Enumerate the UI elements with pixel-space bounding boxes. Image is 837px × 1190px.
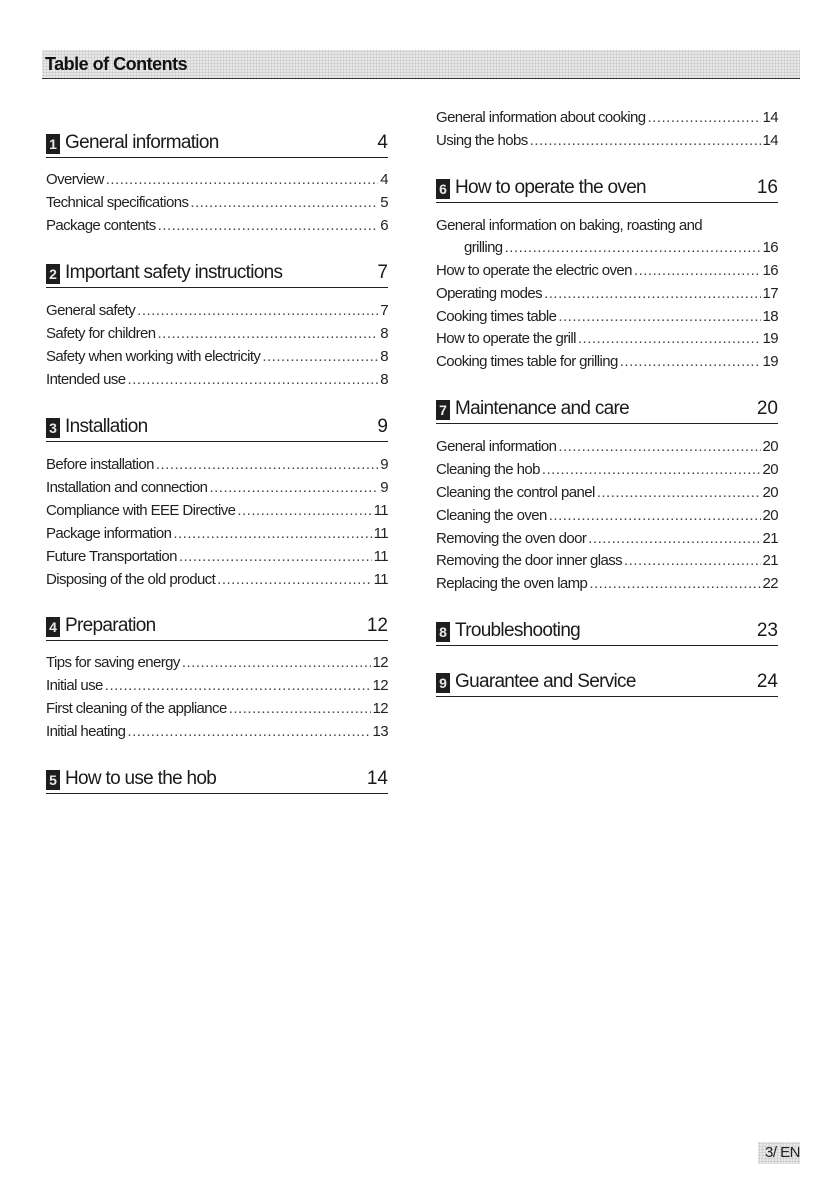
- dot-leader: [624, 552, 760, 569]
- toc-entry[interactable]: [46, 217, 388, 237]
- dot-leader: [137, 302, 378, 319]
- toc-entry[interactable]: [436, 262, 778, 282]
- dot-leader: [158, 325, 379, 342]
- entry-page: 11: [373, 548, 388, 565]
- toc-entry[interactable]: [46, 571, 388, 591]
- dot-leader: [105, 677, 371, 694]
- entry-page: 20: [762, 507, 778, 524]
- entry-title: Operating modes: [436, 285, 543, 302]
- entry-title: Removing the door inner glass: [436, 552, 623, 569]
- entry-page: 19: [762, 330, 778, 347]
- toc-entry[interactable]: [46, 325, 388, 345]
- dot-leader: [106, 171, 379, 188]
- section-page: 7: [377, 262, 388, 283]
- toc-entry[interactable]: [436, 330, 778, 350]
- entry-page: 21: [762, 530, 778, 547]
- dot-leader: [648, 109, 761, 126]
- entry-page: 11: [373, 525, 388, 542]
- toc-entry[interactable]: [436, 132, 778, 152]
- entry-title: General information: [436, 438, 557, 455]
- section-number-badge: 6: [436, 179, 450, 199]
- dot-leader: [558, 308, 760, 325]
- entry-page: 9: [380, 479, 388, 496]
- dot-leader: [190, 194, 378, 211]
- entry-page: 11: [373, 571, 388, 588]
- dot-leader: [179, 548, 372, 565]
- toc-entry[interactable]: [46, 677, 388, 697]
- page-title: Table of Contents: [45, 54, 188, 74]
- section-number-badge: 4: [46, 617, 60, 637]
- dot-leader: [544, 285, 760, 302]
- toc-title-bar: [42, 50, 800, 79]
- dot-leader: [217, 571, 371, 588]
- entry-page: 19: [762, 353, 778, 370]
- section-page: 14: [366, 768, 388, 789]
- toc-section-6[interactable]: [436, 179, 778, 203]
- dot-leader: [578, 330, 761, 347]
- section-number-badge: 1: [46, 134, 60, 154]
- toc-section-1[interactable]: [46, 134, 388, 158]
- entry-page: 8: [380, 371, 388, 388]
- toc-entry[interactable]: [46, 548, 388, 568]
- toc-entry[interactable]: [436, 552, 778, 572]
- toc-entry[interactable]: [436, 461, 778, 481]
- entry-page: 17: [762, 285, 778, 302]
- dot-leader: [173, 525, 371, 542]
- toc-section-7[interactable]: [436, 400, 778, 424]
- entry-title: Safety for children: [46, 325, 156, 342]
- entry-page: 16: [762, 239, 778, 256]
- toc-section-8[interactable]: [436, 622, 778, 646]
- section-title: How to use the hob: [65, 768, 217, 789]
- entry-page: 12: [372, 700, 388, 717]
- entry-title: How to operate the electric oven: [436, 262, 632, 279]
- entry-page: 4: [380, 171, 388, 188]
- toc-entry[interactable]: [46, 456, 388, 476]
- dot-leader: [634, 262, 761, 279]
- dot-leader: [229, 700, 371, 717]
- entry-title: Package information: [46, 525, 172, 542]
- toc-section-3[interactable]: [46, 418, 388, 442]
- dot-leader: [588, 530, 760, 547]
- entry-title: Package contents: [46, 217, 156, 234]
- entry-title: Safety when working with electricity: [46, 348, 261, 365]
- dot-leader: [158, 217, 379, 234]
- entry-title: Technical specifications: [46, 194, 189, 211]
- toc-entry[interactable]: [436, 285, 778, 305]
- toc-entry[interactable]: [436, 438, 778, 458]
- toc-entry[interactable]: [436, 484, 778, 504]
- section-page: 4: [377, 132, 388, 153]
- entry-page: 14: [762, 109, 778, 126]
- entry-page: 11: [373, 502, 388, 519]
- section-number-badge: 3: [46, 418, 60, 438]
- entry-title: Installation and connection: [46, 479, 208, 496]
- page-number-footer: 3/ EN: [758, 1142, 800, 1164]
- dot-leader: [262, 348, 378, 365]
- toc-entry[interactable]: [46, 194, 388, 214]
- toc-entry[interactable]: [436, 353, 778, 373]
- entry-title: Initial heating: [46, 723, 126, 740]
- section-number-badge: 9: [436, 673, 450, 693]
- toc-entry[interactable]: [436, 239, 778, 259]
- entry-title: Before installation: [46, 456, 154, 473]
- entry-page: 7: [380, 302, 388, 319]
- entry-page: 6: [380, 217, 388, 234]
- section-number-badge: 2: [46, 264, 60, 284]
- dot-leader: [127, 723, 370, 740]
- dot-leader: [620, 353, 761, 370]
- dot-leader: [597, 484, 761, 501]
- dot-leader: [237, 502, 371, 519]
- toc-section-5[interactable]: [46, 770, 388, 794]
- entry-title: grilling: [464, 239, 503, 256]
- entry-title: Tips for saving energy: [46, 654, 180, 671]
- section-page: 12: [366, 615, 388, 636]
- entry-page: 5: [380, 194, 388, 211]
- entry-title: How to operate the grill: [436, 330, 576, 347]
- entry-page: 12: [372, 654, 388, 671]
- entry-title: Using the hobs: [436, 132, 528, 149]
- section-page: 9: [377, 416, 388, 437]
- section-page: 23: [756, 620, 778, 641]
- entry-title-line1[interactable]: General information on baking, roasting and: [436, 217, 703, 234]
- entry-page: 16: [762, 262, 778, 279]
- entry-title: Overview: [46, 171, 104, 188]
- entry-title: Intended use: [46, 371, 126, 388]
- toc-section-4[interactable]: [46, 617, 388, 641]
- dot-leader: [530, 132, 761, 149]
- dot-leader: [549, 507, 761, 524]
- entry-title: First cleaning of the appliance: [46, 700, 227, 717]
- dot-leader: [505, 239, 761, 256]
- toc-entry[interactable]: [46, 348, 388, 368]
- section-title: Important safety instructions: [65, 262, 283, 283]
- entry-page: 12: [372, 677, 388, 694]
- section-title: Preparation: [65, 615, 156, 636]
- dot-leader: [542, 461, 761, 478]
- dot-leader: [558, 438, 760, 455]
- entry-title: Disposing of the old product: [46, 571, 216, 588]
- toc-entry[interactable]: [46, 302, 388, 322]
- section-number-badge: 5: [46, 770, 60, 790]
- entry-page: 8: [380, 348, 388, 365]
- toc-section-2[interactable]: [46, 264, 388, 288]
- section-number-badge: 8: [436, 622, 450, 642]
- entry-title: Cleaning the oven: [436, 507, 547, 524]
- dot-leader: [182, 654, 371, 671]
- section-title: How to operate the oven: [455, 177, 646, 198]
- section-title: Maintenance and care: [455, 398, 630, 419]
- entry-title: General information about cooking: [436, 109, 646, 126]
- dot-leader: [128, 371, 379, 388]
- entry-page: 14: [762, 132, 778, 149]
- entry-page: 21: [762, 552, 778, 569]
- entry-page: 20: [762, 461, 778, 478]
- dot-leader: [589, 575, 760, 592]
- entry-page: 20: [762, 438, 778, 455]
- entry-title: Cleaning the hob: [436, 461, 540, 478]
- toc-section-9[interactable]: [436, 673, 778, 697]
- toc-entry[interactable]: [436, 308, 778, 328]
- toc-entry[interactable]: [436, 507, 778, 527]
- section-title: Guarantee and Service: [455, 671, 636, 692]
- entry-title: Future Transportation: [46, 548, 177, 565]
- entry-title: Cooking times table for grilling: [436, 353, 618, 370]
- toc-entry[interactable]: [46, 479, 388, 499]
- section-title: Installation: [65, 416, 148, 437]
- entry-title: Initial use: [46, 677, 103, 694]
- toc-entry[interactable]: [46, 525, 388, 545]
- entry-title: Removing the oven door: [436, 530, 587, 547]
- section-number-badge: 7: [436, 400, 450, 420]
- toc-entry[interactable]: [46, 371, 388, 391]
- section-page: 20: [756, 398, 778, 419]
- entry-title: Cooking times table: [436, 308, 557, 325]
- dot-leader: [156, 456, 378, 473]
- toc-entry[interactable]: [46, 700, 388, 720]
- entry-page: 20: [762, 484, 778, 501]
- toc-entry[interactable]: [46, 502, 388, 522]
- entry-page: 22: [762, 575, 778, 592]
- toc-entry[interactable]: [436, 530, 778, 550]
- entry-page: 18: [762, 308, 778, 325]
- toc-entry[interactable]: [46, 723, 388, 743]
- entry-page: 8: [380, 325, 388, 342]
- entry-page: 9: [380, 456, 388, 473]
- entry-title: Compliance with EEE Directive: [46, 502, 236, 519]
- section-page: 16: [756, 177, 778, 198]
- toc-entry[interactable]: [46, 654, 388, 674]
- section-page: 24: [756, 671, 778, 692]
- section-title: General information: [65, 132, 219, 153]
- toc-entry[interactable]: [46, 171, 388, 191]
- toc-entry[interactable]: [436, 109, 778, 129]
- entry-title: General safety: [46, 302, 136, 319]
- entry-title: Cleaning the control panel: [436, 484, 595, 501]
- toc-entry[interactable]: [436, 575, 778, 595]
- entry-page: 13: [372, 723, 388, 740]
- dot-leader: [209, 479, 378, 496]
- entry-title: Replacing the oven lamp: [436, 575, 588, 592]
- section-title: Troubleshooting: [455, 620, 581, 641]
